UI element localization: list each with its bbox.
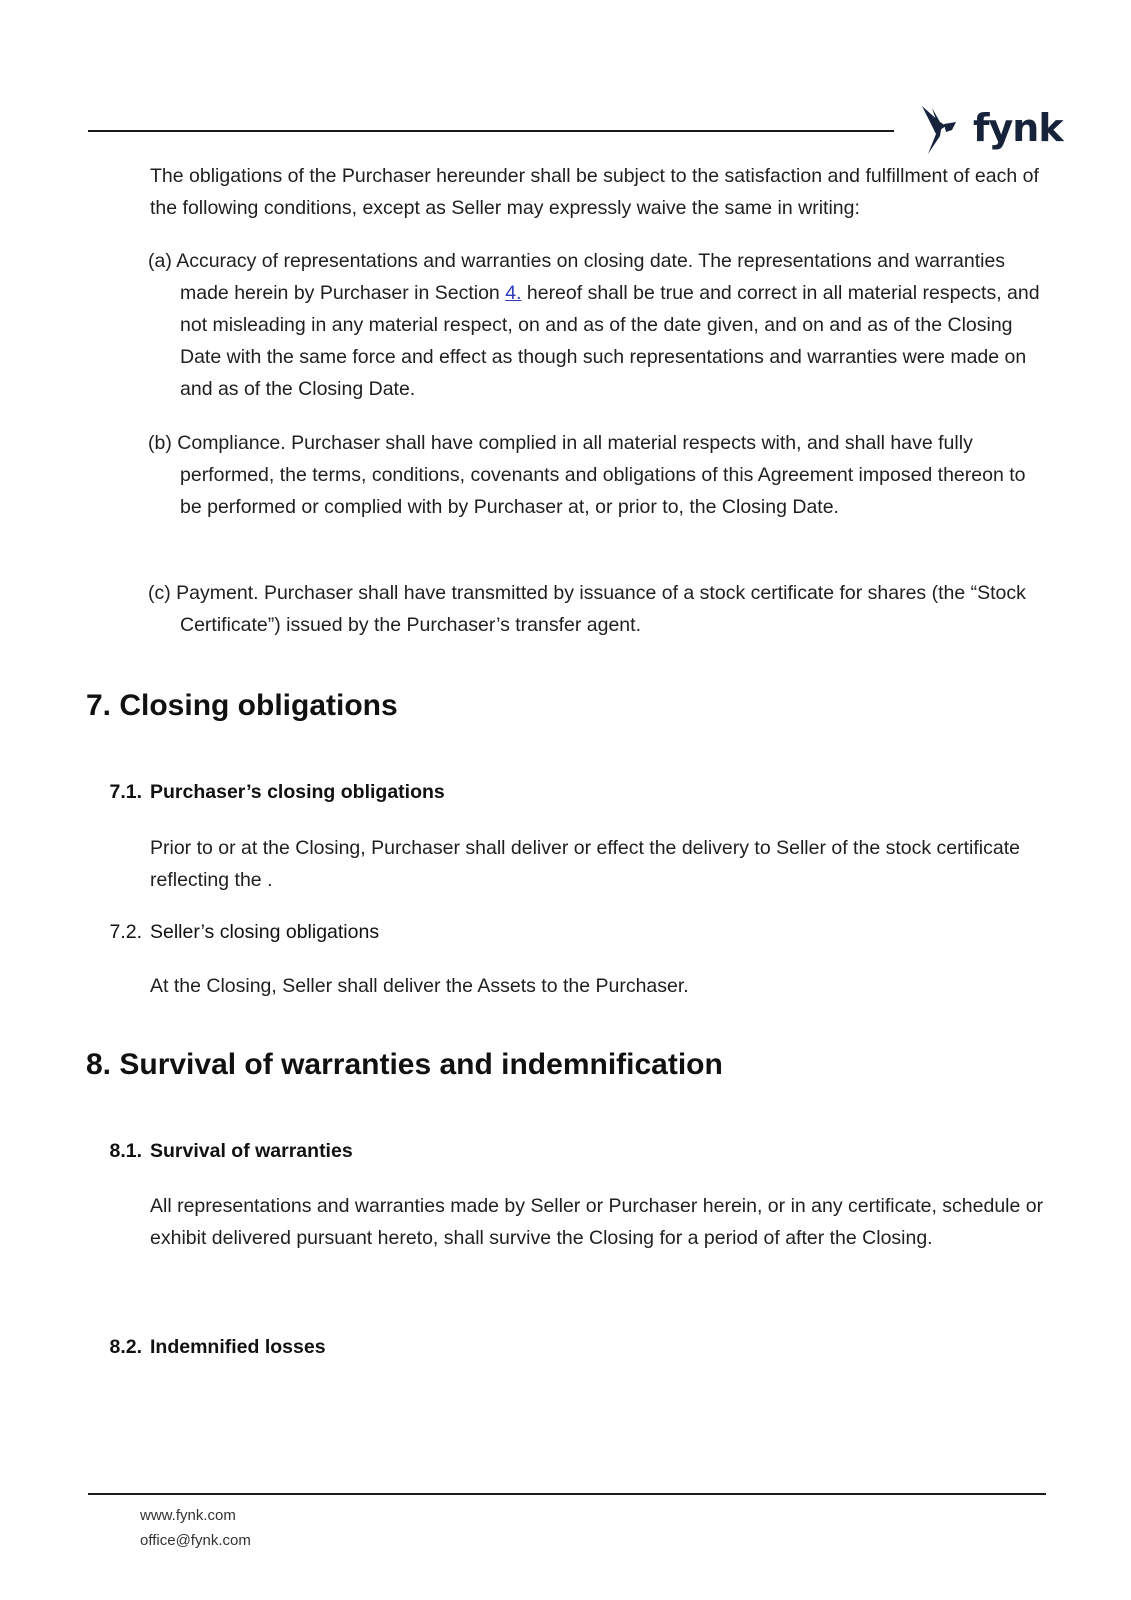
footer-email-link[interactable]: office@fynk.com [140,1532,251,1549]
subsection-title: Seller’s closing obligations [150,921,380,943]
subsection-7-2-heading [109,918,380,946]
subsection-8-1-heading [109,1137,353,1165]
condition-b [148,427,1048,523]
subsection-8-1-text: All representations and warranties made by Seller or Purchaser herein, or in any certificate, schedule or exhibit delivered pursuant hereto, shall survive the Closing for a period of after the Closing. [150,1195,1044,1249]
footer-divider [88,1493,1046,1495]
condition-text: Accuracy of representations and warranties on closing date. The representations and warranties made herein by Purchaser in Section [176,250,1006,304]
condition-text: hereof shall be true and correct in all material respects, and not misleading in any material respect, on and as of the date given, and on and as of the Closing Date with the same force and effect as though such representations and warranties were made on and as of the Closing Date. [180,282,1040,400]
bird-logo-icon [918,104,974,160]
subsection-title: Purchaser’s closing obligations [150,781,445,803]
condition-marker: (a) [148,250,172,272]
condition-marker: (c) [148,582,171,604]
subsection-title: Survival of warranties [150,1140,353,1162]
condition-text: Payment. Purchaser shall have transmitted by issuance of a stock certificate for shares (the “Stock Certificate”) issued by the Purchaser’s transfer agent. [176,582,1026,636]
section-7-heading: 7. Closing obligations [86,689,398,722]
logo-wordmark: fynk [973,106,1063,150]
section-8-heading: 8. Survival of warranties and indemnification [86,1048,723,1081]
condition-c [148,577,1048,641]
subsection-7-1-heading [109,778,445,806]
subsection-number: 7.2. [109,921,142,943]
conditions-intro: The obligations of the Purchaser hereunder shall be subject to the satisfaction and fulfillment of each of the following conditions, except as Seller may expressly waive the same in writing: [150,165,1039,219]
footer-website-link[interactable]: www.fynk.com [140,1507,236,1524]
subsection-number: 7.1. [109,781,142,803]
section-4-link[interactable]: 4. [505,282,522,304]
condition-a [148,245,1048,405]
fynk-logo [918,104,1063,160]
subsection-7-2-text: At the Closing, Seller shall deliver the Assets to the Purchaser. [150,975,689,997]
condition-marker: (b) [148,432,172,454]
subsection-title: Indemnified losses [150,1336,326,1358]
subsection-7-1-text: Prior to or at the Closing, Purchaser shall deliver or effect the delivery to Seller of the stock certificate reflecting the . [150,837,1020,891]
subsection-number: 8.1. [109,1140,142,1162]
subsection-number: 8.2. [109,1336,142,1358]
header-divider [88,130,894,132]
subsection-8-2-heading [109,1333,326,1361]
condition-text: Compliance. Purchaser shall have complied in all material respects with, and shall have fully performed, the terms, conditions, covenants and obligations of this Agreement imposed thereon to be performed or complied with by Purchaser at, or prior to, the Closing Date. [177,432,1026,518]
